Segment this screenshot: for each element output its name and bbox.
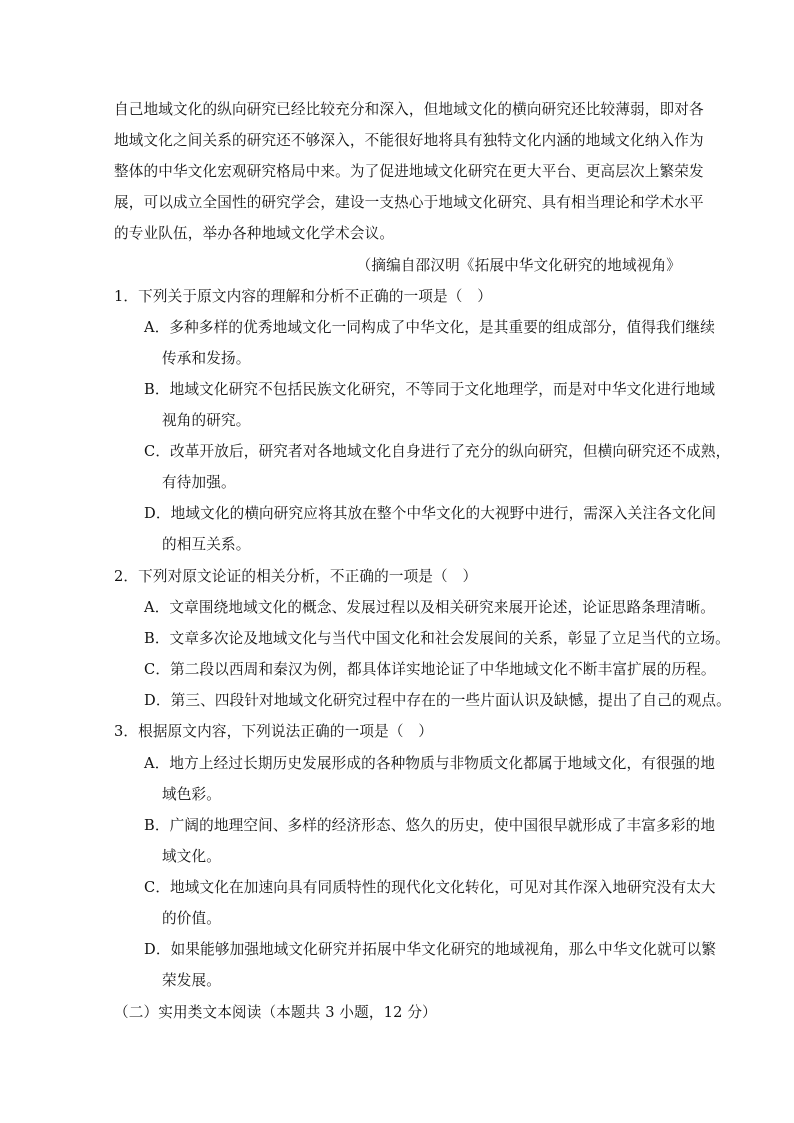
passage-line: 地域文化之间关系的研究还不够深入，不能很好地将具有独特文化内涵的地域文化纳入作为 [114, 132, 704, 149]
question-1-option-c: C．改革开放后，研究者对各地域文化自身进行了充分的纵向研究，但横向研究还不成熟， [144, 443, 731, 460]
question-3-stem: 3．根据原文内容，下列说法正确的一项是（ ） [114, 723, 434, 740]
question-1-option-d: D．地域文化的横向研究应将其放在整个中华文化的大视野中进行，需深入关注各文化间 [144, 505, 717, 522]
section-heading: （二）实用类文本阅读（本题共 3 小题，12 分） [114, 1004, 437, 1021]
passage-line: 整体的中华文化宏观研究格局中来。为了促进地域文化研究在更大平台、更高层次上繁荣发 [114, 163, 704, 180]
question-2-option-c: C．第二段以西周和秦汉为例，都具体详实地论证了中华地域文化不断丰富扩展的历程。 [144, 661, 716, 678]
question-3-option-b: B．广阔的地理空间、多样的经济形态、悠久的历史，使中国很早就形成了丰富多彩的地 [144, 817, 716, 834]
question-3-option-d: D．如果能够加强地域文化研究并拓展中华文化研究的地域视角，那么中华文化就可以繁 [144, 941, 717, 958]
question-3-option-d-cont: 荣发展。 [162, 972, 221, 989]
question-2-option-d: D．第三、四段针对地域文化研究过程中存在的一些片面认识及缺憾，提出了自己的观点。 [144, 692, 731, 709]
question-3-option-c: C．地域文化在加速向具有同质特性的现代化文化转化，可见对其作深入地研究没有太大 [144, 879, 716, 896]
question-3-option-c-cont: 的价值。 [162, 910, 221, 927]
passage-line: 展，可以成立全国性的研究学会，建设一支热心于地域文化研究、具有相当理论和学术水平 [114, 194, 704, 211]
question-2-option-a: A．文章围绕地域文化的概念、发展过程以及相关研究来展开论述，论证思路条理清晰。 [144, 599, 715, 616]
question-1-option-b-cont: 视角的研究。 [162, 412, 251, 429]
question-3-option-b-cont: 域文化。 [162, 848, 221, 865]
question-1-option-a: A．多种多样的优秀地域文化一同构成了中华文化，是其重要的组成部分，值得我们继续 [144, 319, 715, 336]
question-1-option-a-cont: 传承和发扬。 [162, 350, 251, 367]
question-2-option-b: B．文章多次论及地域文化与当代中国文化和社会发展间的关系，彰显了立足当代的立场。 [144, 630, 730, 647]
passage-line: 自己地域文化的纵向研究已经比较充分和深入，但地域文化的横向研究还比较薄弱，即对各 [114, 101, 704, 118]
question-1-option-b: B．地域文化研究不包括民族文化研究，不等同于文化地理学，而是对中华文化进行地域 [144, 381, 716, 398]
question-1-stem: 1．下列关于原文内容的理解和分析不正确的一项是（ ） [114, 288, 493, 305]
question-1-option-d-cont: 的相互关系。 [162, 536, 251, 553]
passage-line: 的专业队伍，举办各种地域文化学术会议。 [114, 225, 395, 242]
question-3-option-a-cont: 域色彩。 [162, 786, 221, 803]
question-3-option-a: A．地方上经过长期历史发展形成的各种物质与非物质文化都属于地域文化，有很强的地 [144, 755, 715, 772]
question-1-option-c-cont: 有待加强。 [162, 474, 236, 491]
question-2-stem: 2．下列对原文论证的相关分析，不正确的一项是（ ） [114, 568, 478, 585]
source-citation: （摘编自邵汉明《拓展中华文化研究的地域视角》 [356, 257, 681, 274]
